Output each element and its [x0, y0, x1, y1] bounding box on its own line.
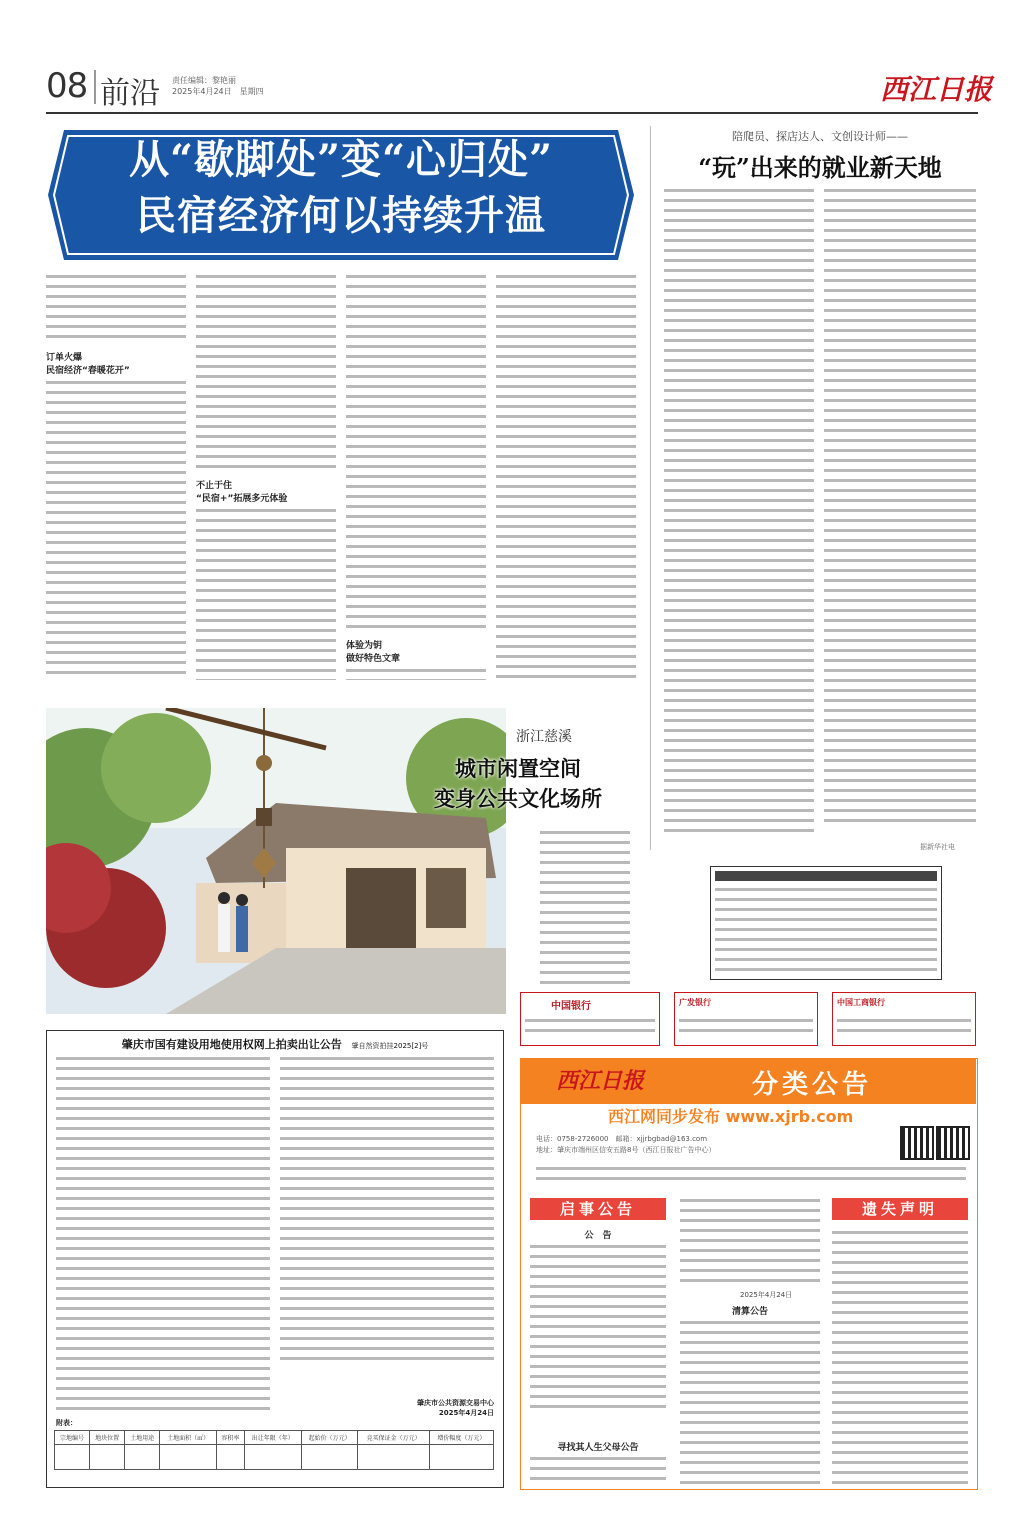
lost-category-tag: 遗失声明 [832, 1198, 968, 1220]
article-column [496, 272, 636, 680]
photo-headline [398, 754, 638, 814]
editor-line: 责任编辑：黎艳丽 [172, 76, 236, 85]
article-subhead: 体验为钥 做好特色文章 [346, 641, 401, 664]
bank-logo: 广发银行 [679, 998, 711, 1007]
date-line: 2025年4月24日 星期四 [172, 87, 264, 96]
headline-line-2: 民宿经济何以持续升温 [136, 192, 546, 239]
notice-box-heading [715, 871, 937, 881]
header-rule [46, 112, 978, 114]
land-notice-issuer [380, 1398, 494, 1418]
ad-cgb-bank[interactable] [674, 992, 818, 1046]
qr-code-icon[interactable] [900, 1126, 934, 1160]
contact-address: 地址：肇庆市端州区信安五路8号（西江日报社广告中心） [536, 1146, 716, 1154]
land-table-row [55, 1445, 494, 1470]
article-column [346, 272, 486, 632]
land-table-header-cell: 地块位置 [90, 1431, 125, 1445]
land-notice-title [60, 1036, 490, 1052]
classified-rates [536, 1164, 966, 1182]
land-table-header-cell: 增价幅度（万元） [429, 1431, 493, 1445]
article-source: 据新华社电 [920, 843, 955, 851]
photo-caption [540, 828, 630, 988]
ad-text [525, 1016, 655, 1036]
land-table-header-cell: 出让年限（年） [244, 1431, 301, 1445]
article-column [196, 506, 336, 680]
photo-location: 浙江慈溪 [516, 729, 572, 745]
notice-date: 2025年4月24日 [740, 1291, 793, 1299]
qr-code-icon[interactable] [936, 1126, 970, 1160]
classified-title: 分类公告 [752, 1070, 873, 1100]
article-column [824, 186, 976, 826]
notice-category-tag: 启事公告 [530, 1198, 666, 1220]
classified-website[interactable]: 西江网同步发布 www.xjrb.com [608, 1107, 854, 1126]
classified-contact [536, 1134, 876, 1156]
article-column [46, 272, 186, 344]
land-table-header-row [55, 1431, 494, 1445]
lost-notice-text [832, 1228, 968, 1484]
notice-heading: 公 告 [584, 1231, 612, 1241]
notice-text [530, 1454, 666, 1484]
issue-date: 2025年4月24日 [438, 1409, 494, 1417]
article-kicker: 陪爬员、探店达人、文创设计师—— [732, 130, 908, 143]
issuer-name: 肇庆市公共资源交易中心 [417, 1399, 494, 1407]
land-table-header-cell: 竞买保证金（万元） [358, 1431, 429, 1445]
article-subhead: 订单火爆 民宿经济“春暖花开” [46, 353, 130, 376]
page-number: 08 [46, 66, 88, 106]
ad-text [837, 1016, 971, 1036]
section-name: 前沿 [100, 76, 160, 111]
notice-text [530, 1242, 666, 1410]
land-table-header-cell: 容积率 [217, 1431, 245, 1445]
land-table-header-cell: 土地面积（㎡） [160, 1431, 217, 1445]
notice-text [680, 1318, 820, 1484]
land-table-label: 附表： [56, 1419, 77, 1427]
article-column [346, 666, 486, 680]
contact-phone: 电话：0758-2726000 邮箱：xjjrbgbad@163.com [536, 1135, 708, 1143]
article-subhead: 不止于住 “民宿+”拓展多元体验 [196, 481, 288, 504]
notice-heading: 寻找其人生父母公告 [557, 1443, 639, 1453]
ad-text [679, 1016, 813, 1036]
land-table-header-cell: 土地用途 [125, 1431, 160, 1445]
land-notice-column [280, 1054, 494, 1366]
classified-logo: 西江日报 [556, 1068, 645, 1094]
notice-text [680, 1196, 820, 1286]
notice-heading: 清算公告 [731, 1307, 768, 1317]
land-table-header-cell: 宗地编号 [55, 1431, 90, 1445]
header-divider [94, 70, 96, 104]
article-column [196, 272, 336, 472]
headline-line-1: 从“歇脚处”变“心归处” [128, 136, 554, 183]
newspaper-logo: 西江日报 [880, 73, 993, 106]
photo-headline-line-2: 变身公共文化场所 [434, 786, 602, 811]
main-headline [48, 132, 634, 244]
notice-box [710, 866, 942, 980]
article-column [46, 378, 186, 680]
photo-headline-line-1: 城市闲置空间 [455, 756, 581, 781]
bank-logo: 中国工商银行 [837, 998, 885, 1007]
land-table [54, 1430, 494, 1470]
column-divider [650, 126, 651, 850]
ad-bank-of-china[interactable] [520, 992, 660, 1046]
land-table-header-cell: 起始价（万元） [301, 1431, 358, 1445]
article-column [664, 186, 814, 836]
land-notice-column [56, 1054, 270, 1414]
land-notice-title-text: 肇庆市国有建设用地使用权网上拍卖出让公告 [121, 1038, 342, 1051]
header-meta [172, 75, 264, 97]
notice-box-text [715, 885, 937, 971]
land-notice-number: 肇自然资拍挂2025[2]号 [351, 1042, 429, 1050]
ad-icbc[interactable] [832, 992, 976, 1046]
bank-logo: 中国银行 [551, 1001, 591, 1012]
article-headline: “玩”出来的就业新天地 [698, 153, 942, 182]
